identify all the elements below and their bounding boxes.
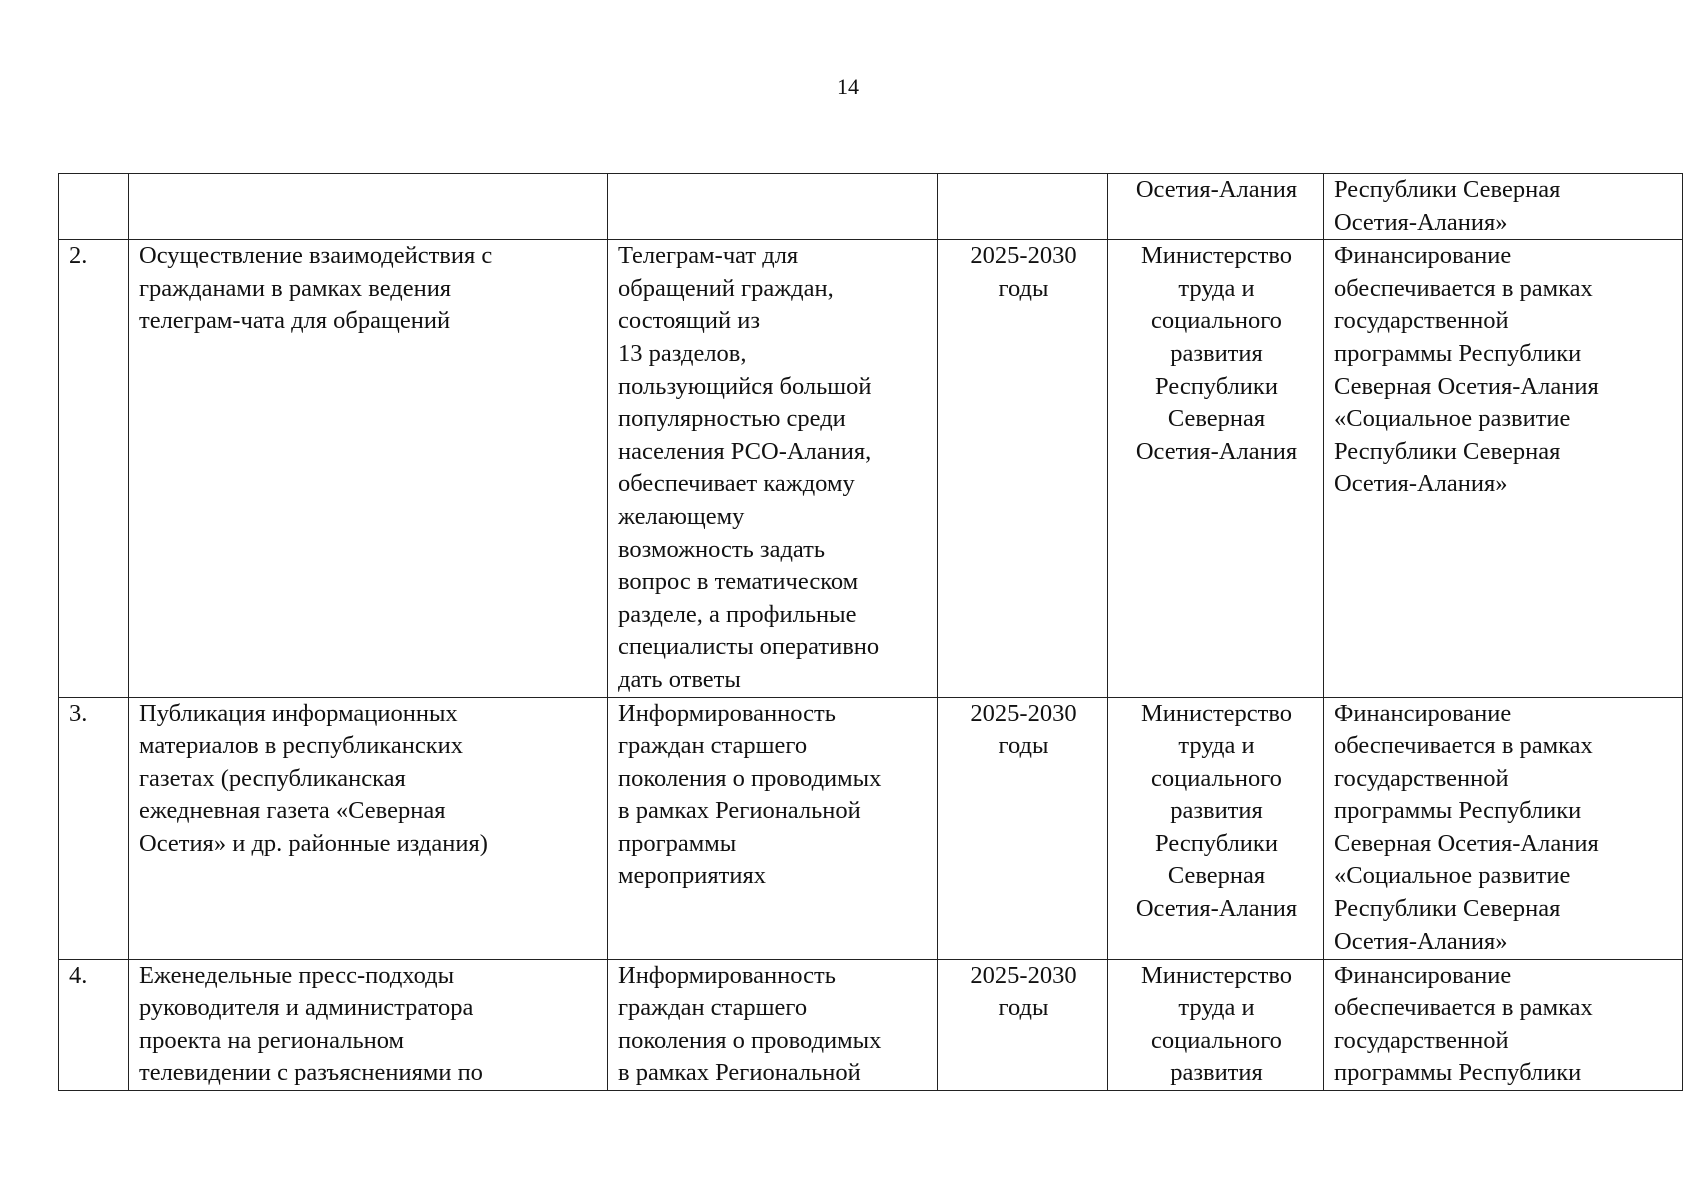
cell-financing: Финансирование обеспечивается в рамках государственной программы Республики Северная Осетия-Алания «Социальное развитие Республики Северная Осетия-Алания» [1324, 240, 1683, 697]
cell-period: 2025-2030 годы [938, 240, 1108, 697]
cell-executor: Министерство труда и социального развития [1108, 959, 1324, 1090]
cell-event: Осуществление взаимодействия с гражданами в рамках ведения телеграм-чата для обращений [129, 240, 608, 697]
table-row-continuation [59, 174, 1683, 240]
cell-period [938, 174, 1108, 240]
cell-financing: Финансирование обеспечивается в рамках государственной программы Республики Северная Осетия-Алания «Социальное развитие Республики Северная Осетия-Алания» [1324, 697, 1683, 959]
cell-num: 4. [59, 959, 129, 1090]
cell-executor: Министерство труда и социального развития Республики Северная Осетия-Алания [1108, 697, 1324, 959]
cell-period: 2025-2030 годы [938, 697, 1108, 959]
cell-result: Информированность граждан старшего поколения о проводимых в рамках Региональной [608, 959, 938, 1090]
cell-event [129, 174, 608, 240]
cell-executor: Осетия-Алания [1108, 174, 1324, 240]
cell-financing: Финансирование обеспечивается в рамках государственной программы Республики [1324, 959, 1683, 1090]
cell-period: 2025-2030 годы [938, 959, 1108, 1090]
cell-executor: Министерство труда и социального развития Республики Северная Осетия-Алания [1108, 240, 1324, 697]
cell-event: Публикация информационных материалов в республиканских газетах (республиканская ежедневная газета «Северная Осетия» и др. районные издания) [129, 697, 608, 959]
cell-result: Информированность граждан старшего поколения о проводимых в рамках Региональной программы мероприятиях [608, 697, 938, 959]
measures-table [58, 173, 1683, 1091]
cell-num: 3. [59, 697, 129, 959]
page-number: 14 [837, 74, 859, 99]
cell-num: 2. [59, 240, 129, 697]
cell-result [608, 174, 938, 240]
table-row [59, 240, 1683, 697]
table-row [59, 959, 1683, 1090]
cell-event: Еженедельные пресс-подходы руководителя и администратора проекта на региональном телевидении с разъяснениями по [129, 959, 608, 1090]
table-row [59, 697, 1683, 959]
cell-financing: Республики Северная Осетия-Алания» [1324, 174, 1683, 240]
cell-num [59, 174, 129, 240]
cell-result: Телеграм-чат для обращений граждан, состоящий из 13 разделов, пользующийся большой популярностью среди населения РСО-Алания, обеспечивает каждому желающему возможность задать вопрос в тематическом разделе, а профильные специалисты оперативно дать ответы [608, 240, 938, 697]
